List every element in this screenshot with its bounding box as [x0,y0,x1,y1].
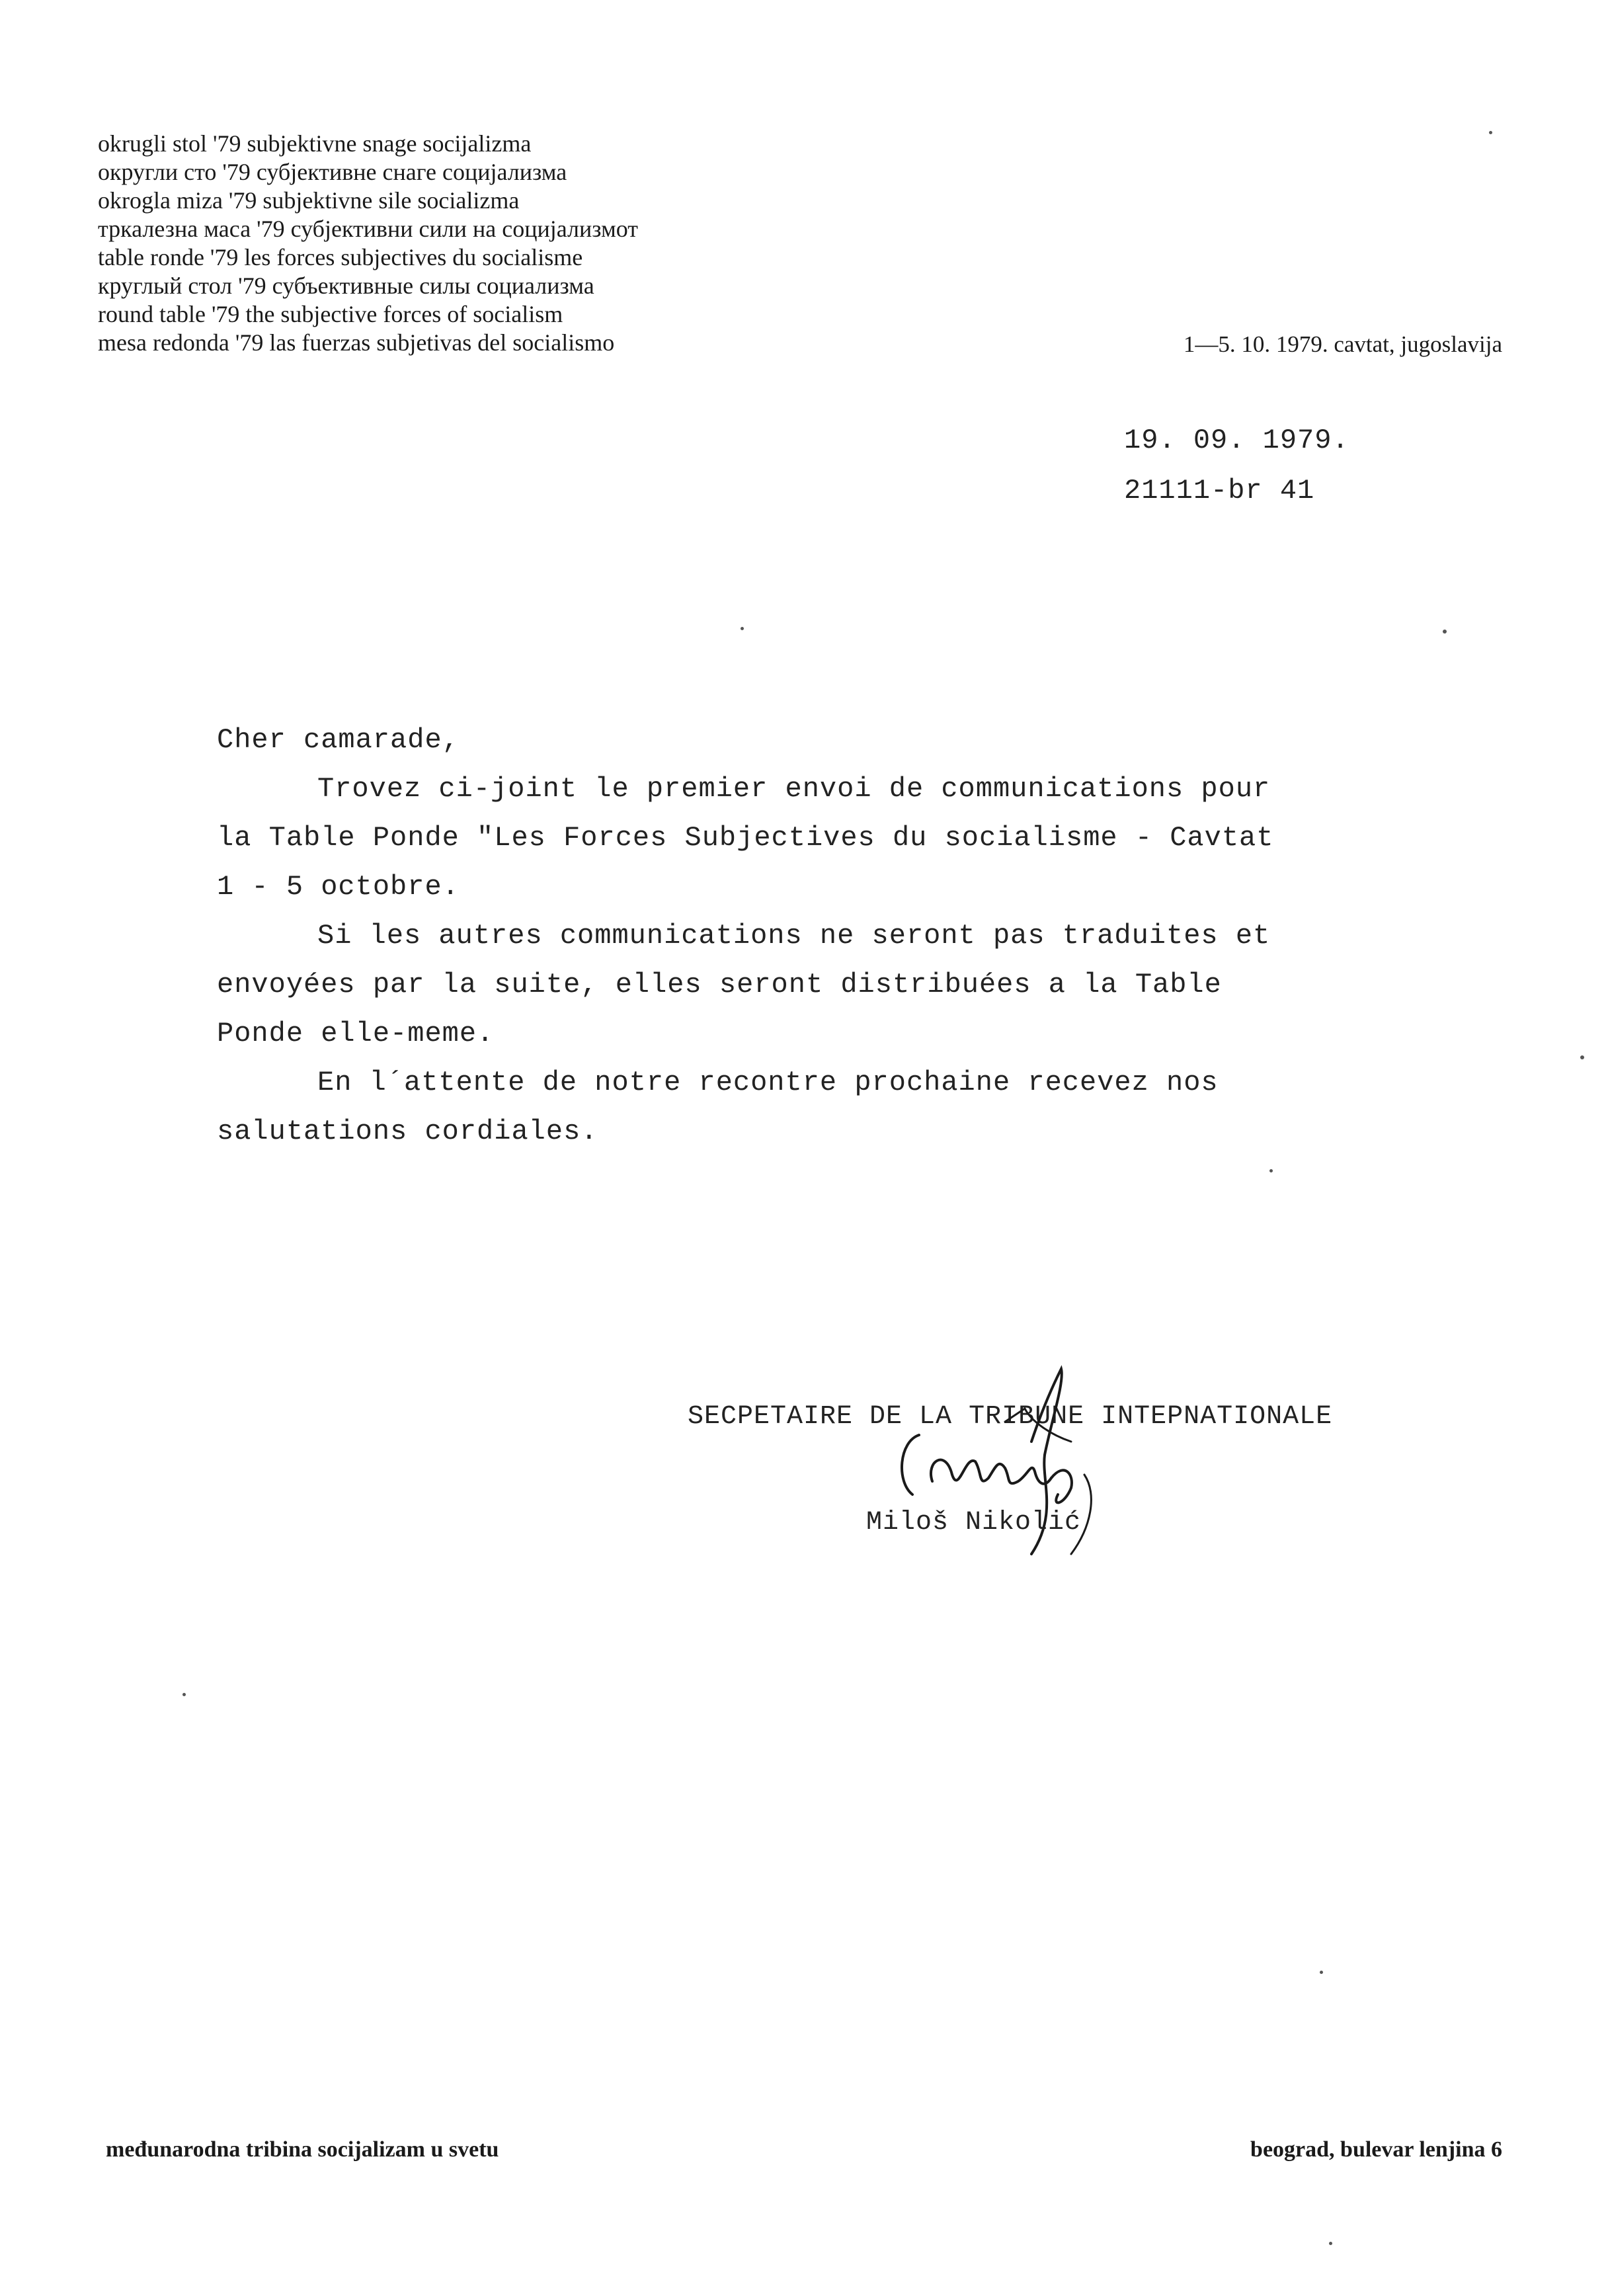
letterhead-line: okrugli stol '79 subjektivne snage socijalizma [98,130,532,157]
body-line: Ponde elle-meme. [217,1018,495,1049]
footer-organization: međunarodna tribina socijalizam u svetu [106,2137,499,2162]
scan-speck [1329,2242,1332,2245]
scan-speck [1320,1971,1323,1974]
salutation: Cher camarade, [217,724,460,756]
multilingual-letterhead [98,130,638,357]
signer-name: Miloš Nikolić [866,1508,1082,1538]
scan-speck [1269,1169,1273,1172]
letterhead-line: table ronde '79 les forces subjectives du socialisme [98,244,583,270]
letterhead-line: mesa redonda '79 las fuerzas subjetivas del socialismo [98,329,615,356]
letterhead-line: тркалезна маса '79 субјективни сили на социјализмот [98,216,639,242]
body-line: 1 - 5 octobre. [217,871,460,903]
body-line: envoyées par la suite, elles seront distribuées a la Table [217,969,1222,1001]
footer-address: beograd, bulevar lenjina 6 [1250,2137,1502,2162]
body-line: En l´attente de notre recontre prochaine recevez nos [317,1067,1219,1098]
reference-number: 21111-br 41 [1124,475,1315,507]
scan-speck [1443,630,1447,634]
letter-date: 19. 09. 1979. [1124,425,1349,456]
body-line: la Table Ponde "Les Forces Subjectives du socialisme - Cavtat [217,822,1274,854]
body-line: salutations cordiales. [217,1116,598,1147]
body-line: Trovez ci-joint le premier envoi de communications pour [317,773,1271,805]
letterhead-line: округли сто '79 субјективне снаге социјализма [98,159,567,185]
signature-block [688,1402,1333,1538]
letterhead-line: круглый стол '79 субъективные силы социализма [98,272,594,299]
scan-speck [741,627,744,630]
scan-speck [1580,1055,1584,1059]
letter-body [217,716,1473,1156]
letterhead-line: round table '79 the subjective forces of socialism [98,301,563,327]
event-date-location: 1—5. 10. 1979. cavtat, jugoslavija [1183,331,1502,357]
signer-title: SECPETAIRE DE LA TRIBUNE INTEPNATIONALE [688,1402,1333,1432]
scan-speck [182,1693,186,1696]
letterhead-line: okrogla miza '79 subjektivne sile socializma [98,187,520,214]
body-line: Si les autres communications ne seront pas traduites et [317,920,1271,952]
scan-speck [1489,131,1492,134]
